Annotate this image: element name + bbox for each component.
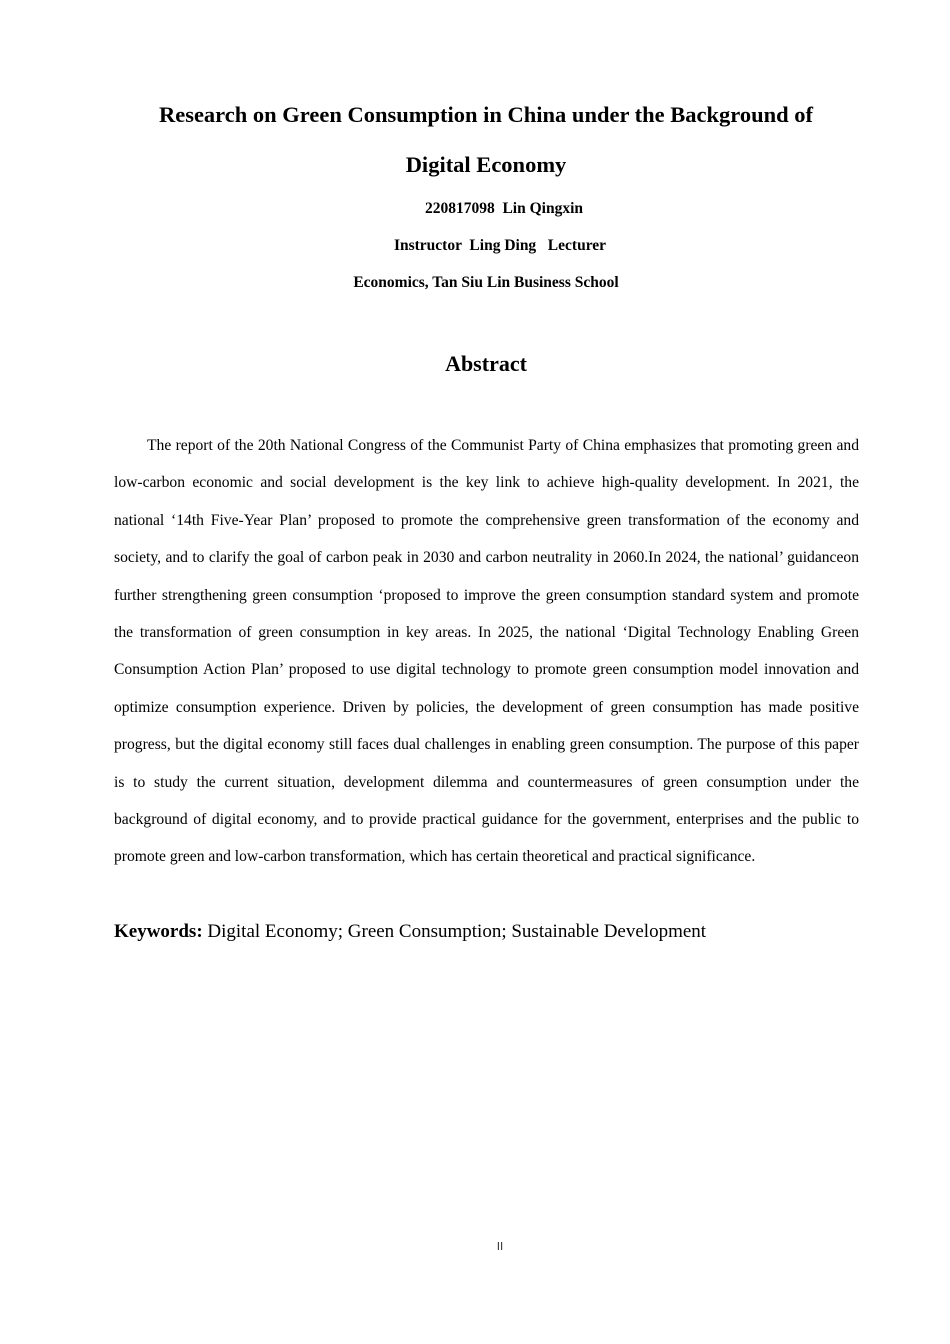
abstract-heading: Abstract (445, 351, 527, 376)
paper-title-line-2: Digital Economy (405, 152, 567, 177)
instructor-info: Instructor Ling Ding Lecturer (393, 237, 607, 254)
abstract-body: The report of the 20th National Congress of the Communist Party of China emphasizes that promoting green and low-carbon economic and social development is the key link to achieve high-quality development. In 2021, the national ‘14th Five-Year Plan’ proposed to promote the comprehensive green transformation of the economy and society, and to clarify the goal of carbon peak in 2030 and carbon neutrality in 2060.In 2024, the national’ guidanceon further strengthening green consumption ‘proposed to improve the green consumption standard system and promote the transformation of green consumption in key areas. In 2025, the national ‘Digital Technology Enabling Green Consumption Action Plan’ proposed to use digital technology to promote green consumption model innovation and optimize consumption experience. Driven by policies, the development of green consumption has made positive progress, but the digital economy still faces dual challenges in enabling green consumption. The purpose of this paper is to study the current situation, development dilemma and countermeasures of green consumption under the background of digital economy, and to provide practical guidance for the government, enterprises and the public to promote green and low-carbon transformation, which has certain theoretical and practical significance. (114, 437, 859, 866)
student-info: 220817098 Lin Qingxin (424, 200, 584, 217)
school-info: Economics, Tan Siu Lin Business School (353, 274, 619, 291)
keywords-line (114, 918, 859, 946)
paper-title-line-1: Research on Green Consumption in China under the Background of (158, 102, 814, 127)
page-number: II (496, 1240, 504, 1253)
keywords-value: Digital Economy; Green Consumption; Sustainable Development (202, 921, 707, 942)
keywords-label: Keywords: (114, 921, 203, 942)
